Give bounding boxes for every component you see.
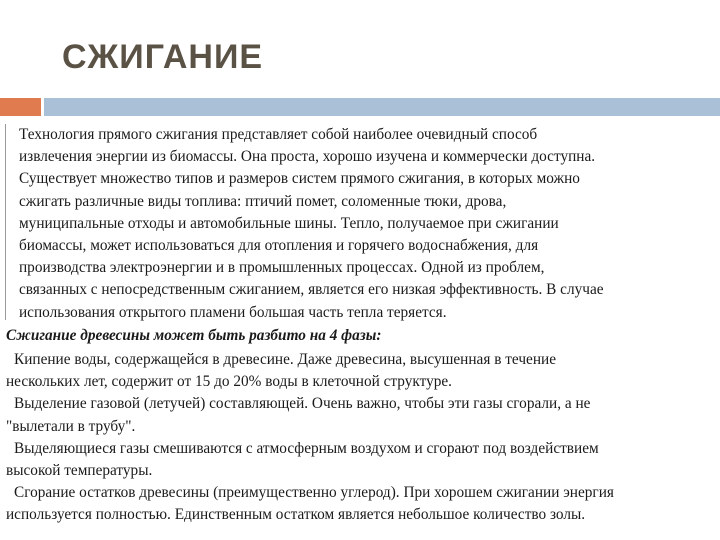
intro-line: Технология прямого сжигания представляет собой наиболее очевидный способ [19,126,538,143]
phase-line: "вылетали в трубу". [6,417,136,435]
phase-line: Сгорание остатков древесины (преимущественно углерод). При хорошем сжигании энергия [14,484,614,502]
intro-line: связанных с непосредственным сжиганием, является его низкая эффективность. В случае [19,281,604,299]
intro-line: производства электроэнергии и в промышленных процессах. Одной из проблем, [19,259,545,277]
phase-line: высокой температуры. [6,462,153,480]
paragraph-margin-line [5,124,6,320]
intro-line: Существует множество типов и размеров систем прямого сжигания, в которых можно [19,170,580,188]
intro-paragraph [19,124,709,324]
phase-line: нескольких лет, содержит от 15 до 20% воды в клеточной структуре. [6,373,452,391]
title-rule-accent [0,98,41,116]
phase-line: Кипение воды, содержащейся в древесине. Даже древесина, высушенная в течение [14,351,556,368]
phase-line: Выделяющиеся газы смешиваются с атмосферным воздухом и сгорают под воздействием [14,439,599,457]
phases-list [6,349,718,527]
title-rule-bar [44,98,720,116]
phases-heading: Сжигание древесины может быть разбито на 4 фазы: [6,327,382,344]
phase-item [6,393,718,437]
phase-item [6,438,718,482]
phase-item [6,482,718,526]
intro-line: извлечения энергии из биомассы. Она проста, хорошо изучена и коммерчески доступна. [19,148,596,166]
phase-line: Выделение газовой (летучей) составляющей. Очень важно, чтобы эти газы сгорали, а не [14,395,591,413]
intro-line: сжигать различные виды топлива: птичий помет, соломенные тюки, дрова, [19,192,507,210]
intro-line: биомассы, может использоваться для отопления и горячего водоснабжения, для [19,237,539,255]
intro-line: муниципальные отходы и автомобильные шины. Тепло, получаемое при сжигании [19,214,559,232]
slide-title: СЖИГАНИЕ [62,38,264,76]
intro-line: использования открытого пламени большая часть тепла теряется. [19,303,447,321]
phase-item [6,349,718,393]
phase-line: используется полностью. Единственным остатком является небольшое количество золы. [6,506,586,524]
